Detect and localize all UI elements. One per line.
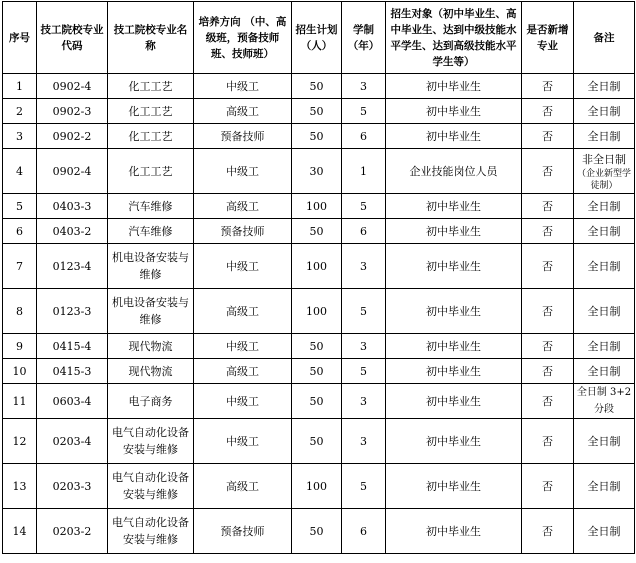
cell-code: 0403-2 xyxy=(37,219,108,244)
cell-is-new: 否 xyxy=(522,149,574,194)
cell-target: 初中毕业生 xyxy=(386,509,522,554)
cell-no: 12 xyxy=(3,419,37,464)
cell-name: 电气自动化设备安装与维修 xyxy=(108,509,194,554)
cell-target: 初中毕业生 xyxy=(386,244,522,289)
cell-is-new: 否 xyxy=(522,74,574,99)
table-row xyxy=(3,509,635,554)
cell-is-new: 否 xyxy=(522,124,574,149)
cell-no: 8 xyxy=(3,289,37,334)
cell-level: 中级工 xyxy=(194,244,292,289)
cell-no: 14 xyxy=(3,509,37,554)
header-level: 培养方向 （中、高级班，预备技师班、技师班） xyxy=(194,2,292,74)
cell-note xyxy=(574,149,635,194)
header-name: 技工院校专业名称 xyxy=(108,2,194,74)
cell-plan: 100 xyxy=(292,244,342,289)
header-note: 备注 xyxy=(574,2,635,74)
cell-level: 中级工 xyxy=(194,384,292,419)
cell-target: 初中毕业生 xyxy=(386,74,522,99)
cell-code: 0902-3 xyxy=(37,99,108,124)
cell-level: 高级工 xyxy=(194,359,292,384)
cell-is-new: 否 xyxy=(522,334,574,359)
cell-note: 全日制 xyxy=(574,464,635,509)
cell-is-new: 否 xyxy=(522,194,574,219)
cell-name: 现代物流 xyxy=(108,334,194,359)
cell-name: 机电设备安装与维修 xyxy=(108,244,194,289)
table-row xyxy=(3,359,635,384)
cell-code: 0415-3 xyxy=(37,359,108,384)
cell-no: 11 xyxy=(3,384,37,419)
table-row xyxy=(3,124,635,149)
cell-code: 0203-3 xyxy=(37,464,108,509)
cell-target: 初中毕业生 xyxy=(386,464,522,509)
header-code: 技工院校专业代码 xyxy=(37,2,108,74)
cell-plan: 100 xyxy=(292,289,342,334)
cell-level: 高级工 xyxy=(194,194,292,219)
cell-name: 机电设备安装与维修 xyxy=(108,289,194,334)
cell-years: 6 xyxy=(342,124,386,149)
cell-no: 4 xyxy=(3,149,37,194)
header-target: 招生对象（初中毕业生、高中毕业生、达到中级技能水平学生、达到高级技能水平学生等） xyxy=(386,2,522,74)
cell-years: 1 xyxy=(342,149,386,194)
cell-target: 初中毕业生 xyxy=(386,99,522,124)
cell-target: 企业技能岗位人员 xyxy=(386,149,522,194)
table-row xyxy=(3,149,635,194)
header-is-new: 是否新增专业 xyxy=(522,2,574,74)
cell-plan: 50 xyxy=(292,99,342,124)
cell-no: 1 xyxy=(3,74,37,99)
cell-name: 汽车维修 xyxy=(108,194,194,219)
enrollment-plan-table xyxy=(2,1,635,554)
cell-target: 初中毕业生 xyxy=(386,194,522,219)
cell-is-new: 否 xyxy=(522,99,574,124)
table-row xyxy=(3,74,635,99)
cell-target: 初中毕业生 xyxy=(386,384,522,419)
cell-plan: 50 xyxy=(292,124,342,149)
cell-plan: 50 xyxy=(292,419,342,464)
table-row xyxy=(3,419,635,464)
cell-code: 0902-4 xyxy=(37,149,108,194)
cell-level: 预备技师 xyxy=(194,509,292,554)
cell-target: 初中毕业生 xyxy=(386,289,522,334)
cell-code: 0203-4 xyxy=(37,419,108,464)
cell-note: 全日制 xyxy=(574,99,635,124)
cell-years: 6 xyxy=(342,509,386,554)
cell-name: 电气自动化设备安装与维修 xyxy=(108,464,194,509)
cell-plan: 50 xyxy=(292,509,342,554)
cell-no: 7 xyxy=(3,244,37,289)
cell-code: 0203-2 xyxy=(37,509,108,554)
cell-target: 初中毕业生 xyxy=(386,359,522,384)
cell-name: 化工工艺 xyxy=(108,74,194,99)
cell-note: 全日制 3+2 分段 xyxy=(574,384,635,419)
cell-level: 预备技师 xyxy=(194,124,292,149)
cell-years: 3 xyxy=(342,419,386,464)
cell-level: 高级工 xyxy=(194,289,292,334)
cell-plan: 50 xyxy=(292,219,342,244)
cell-target: 初中毕业生 xyxy=(386,334,522,359)
table-row xyxy=(3,289,635,334)
table-row xyxy=(3,194,635,219)
table-row xyxy=(3,244,635,289)
cell-level: 高级工 xyxy=(194,99,292,124)
table-row xyxy=(3,99,635,124)
cell-name: 汽车维修 xyxy=(108,219,194,244)
cell-plan: 50 xyxy=(292,384,342,419)
table-row xyxy=(3,464,635,509)
cell-is-new: 否 xyxy=(522,464,574,509)
cell-years: 3 xyxy=(342,334,386,359)
cell-note: 全日制 xyxy=(574,74,635,99)
cell-is-new: 否 xyxy=(522,419,574,464)
cell-plan: 100 xyxy=(292,464,342,509)
cell-note: 全日制 xyxy=(574,244,635,289)
cell-note: 全日制 xyxy=(574,334,635,359)
cell-level: 中级工 xyxy=(194,149,292,194)
cell-note: 全日制 xyxy=(574,509,635,554)
cell-is-new: 否 xyxy=(522,244,574,289)
cell-no: 3 xyxy=(3,124,37,149)
table-row xyxy=(3,219,635,244)
cell-name: 化工工艺 xyxy=(108,99,194,124)
cell-no: 9 xyxy=(3,334,37,359)
cell-years: 5 xyxy=(342,464,386,509)
cell-is-new: 否 xyxy=(522,289,574,334)
cell-code: 0415-4 xyxy=(37,334,108,359)
cell-years: 5 xyxy=(342,194,386,219)
cell-note: 全日制 xyxy=(574,289,635,334)
cell-code: 0123-4 xyxy=(37,244,108,289)
cell-no: 6 xyxy=(3,219,37,244)
cell-name: 化工工艺 xyxy=(108,124,194,149)
cell-is-new: 否 xyxy=(522,219,574,244)
table-row xyxy=(3,334,635,359)
header-years: 学制（年） xyxy=(342,2,386,74)
cell-code: 0403-3 xyxy=(37,194,108,219)
cell-is-new: 否 xyxy=(522,509,574,554)
cell-name: 现代物流 xyxy=(108,359,194,384)
cell-code: 0123-3 xyxy=(37,289,108,334)
cell-note: 全日制 xyxy=(574,124,635,149)
cell-level: 中级工 xyxy=(194,74,292,99)
cell-code: 0902-4 xyxy=(37,74,108,99)
cell-target: 初中毕业生 xyxy=(386,219,522,244)
note-sub-text: （企业新型学徒制） xyxy=(576,168,631,191)
header-plan: 招生计划（人） xyxy=(292,2,342,74)
cell-level: 中级工 xyxy=(194,334,292,359)
cell-level: 预备技师 xyxy=(194,219,292,244)
cell-note: 全日制 xyxy=(574,419,635,464)
header-no: 序号 xyxy=(3,2,37,74)
cell-plan: 100 xyxy=(292,194,342,219)
cell-years: 6 xyxy=(342,219,386,244)
cell-name: 电子商务 xyxy=(108,384,194,419)
cell-plan: 50 xyxy=(292,334,342,359)
cell-is-new: 否 xyxy=(522,384,574,419)
cell-name: 化工工艺 xyxy=(108,149,194,194)
note-main-text: 非全日制 xyxy=(582,152,626,166)
cell-no: 5 xyxy=(3,194,37,219)
cell-code: 0902-2 xyxy=(37,124,108,149)
cell-plan: 30 xyxy=(292,149,342,194)
cell-target: 初中毕业生 xyxy=(386,419,522,464)
header-row xyxy=(3,2,635,74)
cell-note: 全日制 xyxy=(574,219,635,244)
cell-is-new: 否 xyxy=(522,359,574,384)
cell-years: 5 xyxy=(342,359,386,384)
cell-target: 初中毕业生 xyxy=(386,124,522,149)
cell-no: 13 xyxy=(3,464,37,509)
cell-level: 高级工 xyxy=(194,464,292,509)
cell-no: 10 xyxy=(3,359,37,384)
cell-years: 5 xyxy=(342,289,386,334)
table-row xyxy=(3,384,635,419)
cell-years: 5 xyxy=(342,99,386,124)
cell-note: 全日制 xyxy=(574,194,635,219)
cell-years: 3 xyxy=(342,384,386,419)
cell-plan: 50 xyxy=(292,359,342,384)
cell-note: 全日制 xyxy=(574,359,635,384)
cell-level: 中级工 xyxy=(194,419,292,464)
cell-no: 2 xyxy=(3,99,37,124)
cell-name: 电气自动化设备安装与维修 xyxy=(108,419,194,464)
cell-years: 3 xyxy=(342,244,386,289)
cell-years: 3 xyxy=(342,74,386,99)
cell-code: 0603-4 xyxy=(37,384,108,419)
cell-plan: 50 xyxy=(292,74,342,99)
